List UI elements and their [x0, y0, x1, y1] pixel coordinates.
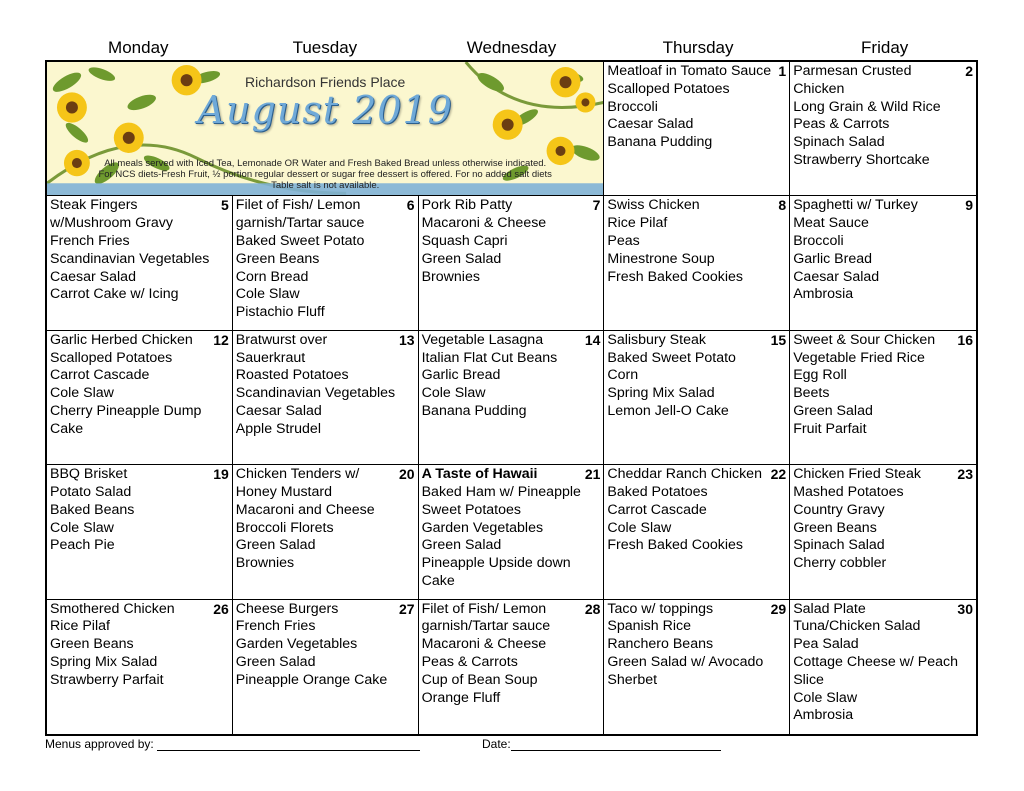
- day-cell: [233, 331, 419, 465]
- meal-note-2: For NCS diets-Fresh Fruit, ½ portion regular dessert or sugar free dessert is offered. For no added salt diets: [98, 169, 552, 181]
- day-number: 20: [399, 466, 415, 483]
- menu-item: Filet of Fish/ Lemon: [235, 197, 361, 214]
- menu-item: Spinach Salad: [793, 537, 885, 554]
- menu-item: Carrot Cascade: [50, 367, 150, 384]
- menu-item: Steak Fingers: [50, 197, 138, 214]
- menu-item: Baked Sweet Potato: [235, 232, 365, 249]
- menu-item: Rice Pilaf: [607, 215, 668, 232]
- menu-item: Cole Slaw: [793, 689, 858, 706]
- menu-item: Banana Pudding: [421, 402, 527, 419]
- day-cell: [790, 600, 976, 734]
- menu-item: Peas & Carrots: [793, 116, 890, 133]
- day-cell: [233, 465, 419, 599]
- menu-item: garnish/Tartar sauce: [235, 215, 365, 232]
- menu-item: Beets: [793, 385, 830, 402]
- day-cell: [790, 196, 976, 330]
- approved-by-label: Menus approved by:: [45, 737, 154, 751]
- menu-item: Spring Mix Salad: [607, 385, 715, 402]
- menu-item: Chicken: [793, 80, 845, 97]
- menu-item: Cake: [50, 420, 84, 437]
- month-banner: [47, 62, 604, 196]
- menu-item: Baked Potatoes: [607, 483, 708, 500]
- menu-item: Cole Slaw: [50, 385, 114, 402]
- menu-item: Pineapple Upside down: [421, 555, 571, 572]
- menu-item: Country Gravy: [793, 501, 885, 518]
- menu-item: Scalloped Potatoes: [50, 349, 173, 366]
- menu-item: Minestrone Soup: [607, 250, 715, 267]
- menu-item: Cole Slaw: [235, 286, 300, 303]
- menu-item: Cherry cobbler: [793, 555, 887, 572]
- menu-item: Broccoli Florets: [235, 519, 334, 536]
- menu-item: garnish/Tartar sauce: [421, 618, 551, 635]
- day-tuesday: Tuesday: [292, 38, 358, 57]
- menu-item: Cole Slaw: [607, 519, 672, 536]
- menu-item: Vegetable Fried Rice: [793, 349, 925, 366]
- menu-item: Corn: [607, 367, 639, 384]
- menu-theme-title: A Taste of Hawaii: [421, 466, 538, 483]
- menu-item: Cake: [421, 572, 455, 589]
- menu-item: BBQ Brisket: [50, 466, 128, 483]
- day-number: 8: [778, 197, 787, 214]
- day-cell: [419, 331, 605, 465]
- menu-item: Green Beans: [235, 250, 320, 267]
- day-cell: [604, 465, 790, 599]
- menu-item: Meatloaf in Tomato Sauce: [607, 63, 772, 79]
- menu-item: Cole Slaw: [50, 519, 114, 536]
- weekday-header: [45, 38, 978, 60]
- day-wednesday: Wednesday: [466, 38, 557, 57]
- menu-item: Potato Salad: [50, 483, 132, 500]
- day-cell: [233, 600, 419, 734]
- menu-item: Ambrosia: [793, 286, 854, 303]
- menu-item: Garden Vegetables: [421, 519, 544, 536]
- menu-item: Green Salad: [235, 537, 316, 554]
- day-number: 26: [213, 600, 229, 617]
- menu-item: Macaroni & Cheese: [421, 215, 547, 232]
- menu-item: Ambrosia: [793, 707, 854, 724]
- meal-note-1: All meals served with Iced Tea, Lemonade OR Water and Fresh Baked Bread unless otherwise indicated.: [104, 158, 547, 170]
- menu-item: Garlic Bread: [421, 367, 501, 384]
- day-cell: [604, 196, 790, 330]
- day-number: 15: [770, 331, 787, 348]
- day-friday: Friday: [861, 38, 909, 57]
- location-name: Richardson Friends Place: [245, 74, 406, 90]
- day-cell: [419, 196, 605, 330]
- menu-item: Apple Strudel: [235, 420, 321, 437]
- menu-item: Brownies: [421, 268, 480, 285]
- menu-item: Spanish Rice: [607, 618, 691, 635]
- menu-item: Green Beans: [50, 636, 134, 653]
- menu-item: Italian Flat Cut Beans: [421, 349, 558, 366]
- menu-item: Carrot Cake w/ Icing: [50, 286, 179, 303]
- menu-item: Pea Salad: [793, 636, 859, 653]
- menu-item: Cheddar Ranch Chicken: [607, 466, 762, 483]
- day-number: 13: [399, 331, 415, 348]
- menu-item: Meat Sauce: [793, 215, 869, 232]
- menu-item: Honey Mustard: [235, 483, 332, 500]
- menu-item: Fresh Baked Cookies: [607, 268, 744, 285]
- menu-item: French Fries: [50, 232, 130, 249]
- day-number: 19: [213, 466, 229, 483]
- menu-item: Salisbury Steak: [607, 331, 706, 348]
- day-cell: [47, 465, 233, 599]
- menu-item: Macaroni and Cheese: [235, 501, 375, 518]
- menu-item: Scandinavian Vegetables: [235, 385, 396, 402]
- menu-item: Sherbet: [607, 671, 658, 688]
- menu-item: Salad Plate: [793, 600, 866, 617]
- menu-item: Spaghetti w/ Turkey: [793, 197, 918, 214]
- menu-item: Scalloped Potatoes: [607, 80, 730, 97]
- menu-item: Fresh Baked Cookies: [607, 537, 744, 554]
- menu-item: Carrot Cascade: [607, 501, 707, 518]
- menu-item: Macaroni & Cheese: [421, 636, 547, 653]
- menu-item: Spinach Salad: [793, 134, 885, 151]
- day-thursday: Thursday: [662, 38, 734, 57]
- menu-item: Pistachio Fluff: [235, 304, 325, 321]
- menu-item: Green Salad: [235, 653, 316, 670]
- menu-item: Sauerkraut: [235, 349, 306, 366]
- menu-item: Broccoli: [793, 232, 844, 249]
- month-title: August 2019: [197, 88, 453, 132]
- day-number: 28: [584, 600, 601, 617]
- approved-by-line[interactable]: [157, 738, 420, 751]
- day-cell: [419, 600, 605, 734]
- menu-item: Parmesan Crusted: [793, 63, 912, 79]
- menu-item: Cherry Pineapple Dump: [50, 402, 202, 419]
- day-number: 16: [957, 331, 973, 348]
- meal-notes: [47, 158, 603, 191]
- day-number: 2: [965, 63, 973, 79]
- menu-item: Peas & Carrots: [421, 653, 518, 670]
- menu-item: Baked Beans: [50, 501, 135, 518]
- menu-item: Tuna/Chicken Salad: [793, 618, 921, 635]
- menu-item: Slice: [793, 671, 824, 688]
- menu-item: Bratwurst over: [235, 331, 328, 348]
- menu-item: Pineapple Orange Cake: [235, 671, 388, 688]
- menu-item: Squash Capri: [421, 232, 508, 249]
- menu-item: Corn Bread: [235, 268, 309, 285]
- day-number: 30: [957, 600, 973, 617]
- day-cell: [604, 331, 790, 465]
- day-number: 6: [406, 197, 415, 214]
- menu-item: Smothered Chicken: [50, 600, 175, 617]
- menu-item: Chicken Fried Steak: [793, 466, 921, 483]
- menu-item: Roasted Potatoes: [235, 367, 349, 384]
- day-number: 29: [770, 600, 787, 617]
- day-cell: [419, 465, 605, 599]
- menu-item: Caesar Salad: [235, 402, 322, 419]
- menu-item: Taco w/ toppings: [607, 600, 714, 617]
- menu-item: Sweet Potatoes: [421, 501, 521, 518]
- day-number: 12: [213, 331, 229, 348]
- day-cell: [790, 62, 976, 196]
- menu-item: Baked Ham w/ Pineapple: [421, 483, 581, 500]
- menu-item: Strawberry Parfait: [50, 671, 164, 688]
- day-monday: Monday: [108, 38, 169, 57]
- meal-note-3: Table salt is not available.: [271, 180, 380, 192]
- day-cell: [790, 465, 976, 599]
- menu-item: Sweet & Sour Chicken: [793, 331, 936, 348]
- day-number: 5: [221, 197, 229, 214]
- menu-calendar: [45, 60, 978, 736]
- day-number: 1: [778, 63, 787, 79]
- menu-item: Green Salad: [421, 537, 502, 554]
- day-cell: [790, 331, 976, 465]
- menu-item: Scandinavian Vegetables: [50, 250, 210, 267]
- menu-item: Mashed Potatoes: [793, 483, 904, 500]
- menu-item: Ranchero Beans: [607, 636, 714, 653]
- menu-item: Swiss Chicken: [607, 197, 700, 214]
- menu-item: Cottage Cheese w/ Peach: [793, 653, 959, 670]
- menu-item: Fruit Parfait: [793, 420, 867, 437]
- day-cell: [233, 196, 419, 330]
- menu-item: Green Salad w/ Avocado: [607, 653, 764, 670]
- menu-item: w/Mushroom Gravy: [50, 215, 173, 232]
- day-number: 14: [584, 331, 601, 348]
- menu-item: Peas: [607, 232, 640, 249]
- day-cell: [604, 62, 790, 196]
- menu-item: Orange Fluff: [421, 689, 501, 706]
- menu-item: Lemon Jell-O Cake: [607, 402, 729, 419]
- menu-item: Green Salad: [793, 402, 873, 419]
- day-cell: [47, 196, 233, 330]
- approval-footer: [45, 737, 511, 751]
- menu-item: Chicken Tenders w/: [235, 466, 360, 483]
- menu-item: Pork Rib Patty: [421, 197, 513, 214]
- menu-item: Caesar Salad: [50, 268, 136, 285]
- menu-item: Baked Sweet Potato: [607, 349, 736, 366]
- day-number: 7: [592, 197, 601, 214]
- menu-item: Garden Vegetables: [235, 636, 358, 653]
- menu-item: Green Beans: [793, 519, 877, 536]
- menu-item: Egg Roll: [793, 367, 847, 384]
- day-number: 27: [399, 600, 415, 617]
- date-field: [482, 737, 721, 751]
- day-number: 21: [584, 466, 601, 483]
- day-number: 9: [965, 197, 973, 214]
- day-cell: [47, 600, 233, 734]
- menu-item: Garlic Bread: [793, 250, 873, 267]
- day-number: 22: [770, 466, 787, 483]
- menu-item: Brownies: [235, 555, 295, 572]
- menu-item: Vegetable Lasagna: [421, 331, 544, 348]
- menu-item: Caesar Salad: [607, 116, 694, 133]
- menu-item: Cup of Bean Soup: [421, 671, 538, 688]
- menu-item: French Fries: [235, 618, 316, 635]
- menu-item: Cole Slaw: [421, 385, 486, 402]
- menu-item: Spring Mix Salad: [50, 653, 158, 670]
- menu-item: Long Grain & Wild Rice: [793, 98, 941, 115]
- menu-item: Green Salad: [421, 250, 502, 267]
- day-number: 23: [957, 466, 973, 483]
- day-cell: [604, 600, 790, 734]
- menu-item: Filet of Fish/ Lemon: [421, 600, 547, 617]
- menu-item: Caesar Salad: [793, 268, 880, 285]
- menu-item: Banana Pudding: [607, 134, 713, 151]
- menu-item: Broccoli: [607, 98, 658, 115]
- menu-item: Cheese Burgers: [235, 600, 339, 617]
- date-label: Date:: [482, 737, 511, 751]
- day-cell: [47, 331, 233, 465]
- menu-item: Strawberry Shortcake: [793, 151, 930, 168]
- date-line[interactable]: [511, 738, 721, 751]
- menu-item: Peach Pie: [50, 537, 115, 554]
- menu-item: Garlic Herbed Chicken: [50, 331, 193, 348]
- menu-item: Rice Pilaf: [50, 618, 110, 635]
